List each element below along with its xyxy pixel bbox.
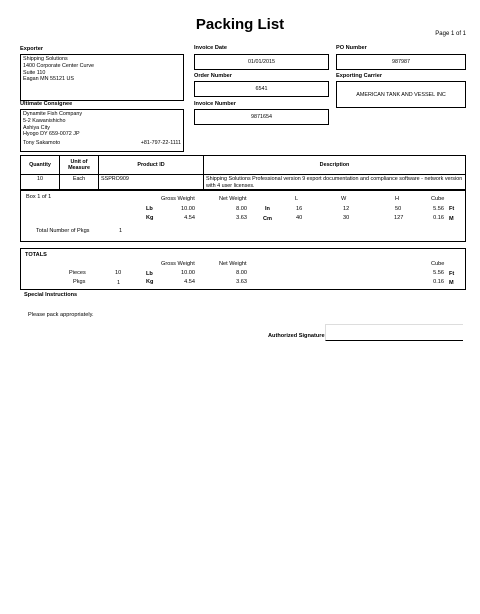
totals-lb-net: 8.00 (236, 270, 247, 276)
box-w-header: W (341, 196, 347, 202)
signature-label: Authorized Signature: (268, 333, 327, 339)
box-kg-cube: 0.16 (433, 215, 444, 221)
order-number-box (194, 81, 329, 97)
box-kg-w: 30 (343, 215, 350, 221)
totals-kg-cube: 0.16 (433, 279, 444, 285)
item-quantity: 10 (21, 175, 60, 191)
totals-cube-header: Cube (431, 261, 445, 267)
box-label: Box 1 of 1 (26, 194, 52, 200)
col-quantity: Quantity (21, 156, 60, 175)
box-lb-l: 16 (296, 206, 303, 212)
box-lb-h: 50 (395, 206, 402, 212)
carrier-value: AMERICAN TANK AND VESSEL INC (356, 91, 446, 98)
po-number-box (336, 54, 466, 70)
box-h-header: H (395, 196, 400, 202)
carrier-box (336, 81, 466, 108)
col-product: Product ID (99, 156, 204, 175)
totals-lb-unit: Lb (146, 271, 153, 277)
box-kg-h: 127 (394, 215, 404, 221)
totals-lb-gross: 10.00 (181, 270, 195, 276)
box-l-header: L (295, 196, 299, 202)
box-kg-l: 40 (296, 215, 303, 221)
consignee-label: Ultimate Consignee (20, 101, 73, 107)
totals-pkgs-value: 1 (117, 280, 121, 286)
item-description: Shipping Solutions Professional version 9 export documentation and compliance software - network version with 4 user licenses. (204, 175, 466, 191)
consignee-phone: +81-797-22-1111 (140, 140, 181, 147)
po-number-label: PO Number (336, 45, 367, 51)
box-lb-w: 12 (343, 206, 350, 212)
box-cube-header: Cube (431, 196, 445, 202)
totals-kg-net: 3.63 (236, 279, 247, 285)
item-product: SSPRO909 (99, 175, 204, 191)
box-m-unit: M (449, 216, 454, 222)
consignee-contact: Tony Sakamoto (23, 140, 61, 147)
box-kg-gross: 4.54 (184, 215, 195, 221)
exporter-line: Suite 110 (23, 69, 46, 76)
totals-label: TOTALS (25, 252, 47, 258)
consignee-box (20, 109, 184, 152)
box-gross-header: Gross Weight (161, 196, 195, 202)
box-lb-gross: 10.00 (181, 206, 195, 212)
page-title: Packing List (195, 16, 285, 33)
invoice-date-box (194, 54, 329, 70)
special-instructions-text: Please pack appropriately. (28, 312, 94, 318)
exporter-line: 1400 Corporate Center Curve (23, 62, 95, 69)
carrier-label: Exporting Carrier (336, 73, 383, 79)
box-net-header: Net Weight (219, 196, 247, 202)
box-lb-net: 8.00 (236, 206, 247, 212)
col-description: Description (204, 156, 466, 175)
exporter-box (20, 54, 184, 101)
invoice-date-label: Invoice Date (194, 45, 227, 51)
box-lb-cube: 5.56 (433, 206, 444, 212)
totals-pieces-value: 10 (115, 270, 122, 276)
totals-m-unit: M (449, 280, 454, 286)
invoice-number-value: 9871654 (251, 114, 272, 120)
order-number-value: 6541 (255, 86, 268, 92)
box-section (20, 189, 466, 242)
order-number-label: Order Number (194, 73, 232, 79)
page-number: Page 1 of 1 (435, 31, 466, 37)
totals-gross-header: Gross Weight (161, 261, 195, 267)
items-table (20, 155, 466, 191)
consignee-line: Ashiya City (23, 124, 50, 131)
totals-pkgs-label: Pkgs (73, 279, 86, 285)
box-kg-unit: Kg (146, 215, 154, 221)
box-pkgs-value: 1 (119, 228, 123, 234)
box-cm-unit: Cm (263, 216, 273, 222)
invoice-date-value: 01/01/2015 (248, 59, 275, 65)
exporter-label: Exporter (20, 46, 44, 52)
box-ft-unit: Ft (449, 206, 455, 212)
col-unit: Unit of Measure (60, 156, 99, 175)
invoice-number-label: Invoice Number (194, 101, 236, 107)
box-lb-unit: Lb (146, 206, 153, 212)
totals-lb-cube: 5.56 (433, 270, 444, 276)
box-in-unit: In (265, 206, 270, 212)
totals-kg-unit: Kg (146, 279, 154, 285)
exporter-line: Shipping Solutions (23, 56, 68, 62)
exporter-line: Eagan MN 55121 US (23, 76, 74, 83)
box-pkgs-label: Total Number of Pkgs (36, 228, 90, 234)
totals-ft-unit: Ft (449, 271, 455, 277)
item-unit: Each (60, 175, 99, 191)
consignee-line: Hyogo DY 659-0072 JP (23, 131, 80, 138)
totals-net-header: Net Weight (219, 261, 247, 267)
consignee-line: Dynamite Fish Company (23, 111, 83, 117)
special-instructions-label: Special Instructions (24, 292, 78, 298)
po-number-value: 987987 (392, 59, 410, 65)
totals-pieces-label: Pieces (69, 270, 86, 276)
totals-section (20, 248, 466, 290)
signature-field[interactable] (325, 324, 463, 341)
box-kg-net: 3.63 (236, 215, 247, 221)
totals-kg-gross: 4.54 (184, 279, 195, 285)
items-header-row (21, 156, 466, 175)
invoice-number-box (194, 109, 329, 125)
consignee-line: 5-2 Kawanishicho (23, 117, 66, 124)
